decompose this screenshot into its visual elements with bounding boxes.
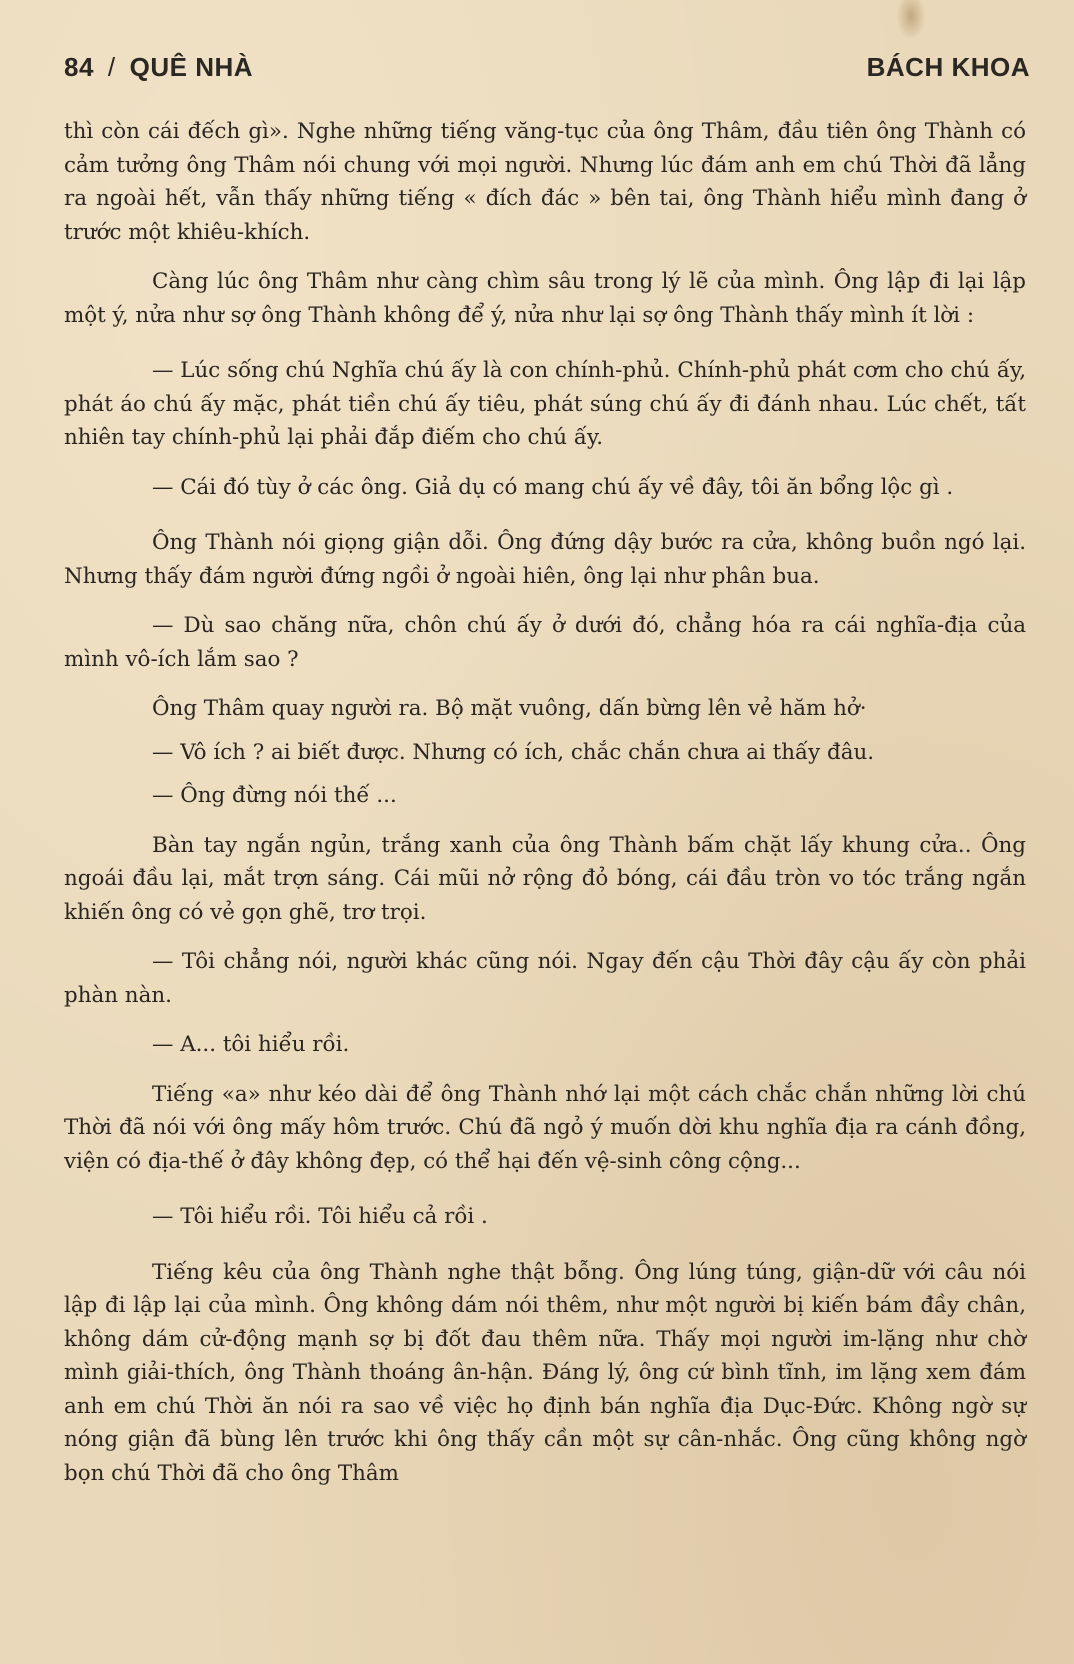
paragraph: Bàn tay ngắn ngủn, trắng xanh của ông Thành bấm chặt lấy khung cửa.. Ông ngoái đầu lại, mắt trợn sáng. Cái mũi nở rộng đỏ bóng, cái đầu tròn vo tóc trắng ngắn khiến ông có vẻ gọn ghẽ, trơ trọi.	[64, 832, 1026, 925]
dialogue-line: — Tôi chẳng nói, người khác cũng nói. Ngay đến cậu Thời đây cậu ấy còn phải phàn nàn.	[64, 949, 1026, 1008]
dialogue-line: — Ông đừng nói thế ...	[152, 783, 397, 808]
section-title: QUÊ NHÀ	[129, 52, 254, 82]
dialogue-line: — Tôi hiểu rồi. Tôi hiểu cả rồi .	[152, 1204, 488, 1229]
dialogue-line: — Dù sao chăng nữa, chôn chú ấy ở dưới đó, chẳng hóa ra cái nghĩa-địa của mình vô-ích lắm sao ?	[64, 613, 1026, 672]
paragraph: Tiếng kêu của ông Thành nghe thật bỗng. Ông lúng túng, giận-dữ với câu nói lập đi lập lại của mình. Ông không dám nói thêm, như một người bị kiến bám đầy chân, không dám cử-động mạnh sợ bị đốt đau thêm nữa. Thấy mọi người im-lặng như chờ mình giải-thích, ông Thành thoáng ân-hận. Đáng lý, ông cứ bình tĩnh, im lặng xem đám anh em chú Thời ăn nói ra sao về việc họ định bán nghĩa địa Dục-Đức. Không ngờ sự nóng giận đã bùng lên trước khi ông thấy cần một sự cân-nhắc. Ông cũng không ngờ bọn chú Thời đã cho ông Thâm	[64, 1259, 1026, 1486]
page-body	[64, 115, 1026, 1490]
page-number: 84	[64, 52, 94, 82]
paragraph: Tiếng «a» như kéo dài để ông Thành nhớ lại một cách chắc chắn những lời chú Thời đã nói với ông mấy hôm trước. Chú đã ngỏ ý muốn dời khu nghĩa địa ra cánh đồng, viện có địa-thế ở đây không đẹp, có thể hại đến vệ-sinh công cộng...	[64, 1081, 1026, 1174]
paper-stain	[896, 0, 926, 40]
dialogue-line: — Cái đó tùy ở các ông. Giả dụ có mang chú ấy về đây, tôi ăn bổng lộc gì .	[152, 474, 954, 500]
publication-title: BÁCH KHOA	[866, 52, 1030, 82]
dialogue-line: — Vô ích ? ai biết được. Nhưng có ích, chắc chắn chưa ai thấy đâu.	[152, 739, 875, 765]
header-left	[64, 52, 253, 83]
paragraph: Ông Thành nói giọng giận dỗi. Ông đứng dậy bước ra cửa, không buồn ngó lại. Nhưng thấy đám người đứng ngồi ở ngoài hiên, ông lại như phân bua.	[64, 530, 1026, 589]
paragraph: thì còn cái đếch gì». Nghe những tiếng văng-tục của ông Thâm, đầu tiên ông Thành có cảm tưởng ông Thâm nói chung với mọi người. Nhưng lúc đám anh em chú Thời đã lẳng ra ngoài hết, vẫn thấy những tiếng « đích đác » bên tai, ông Thành hiểu mình đang ở trước một khiêu-khích.	[64, 119, 1026, 245]
dialogue-line: — Lúc sống chú Nghĩa chú ấy là con chính-phủ. Chính-phủ phát cơm cho chú ấy, phát áo chú ấy mặc, phát tiền chú ấy tiêu, phát súng chú ấy đi đánh nhau. Lúc chết, tất nhiên tay chính-phủ lại phải đắp điếm cho chú ấy.	[64, 358, 1026, 450]
paragraph: Ông Thâm quay người ra. Bộ mặt vuông, dấn bừng lên vẻ hăm hở·	[152, 696, 867, 721]
running-header	[64, 52, 1030, 92]
dialogue-line: — A... tôi hiểu rồi.	[152, 1032, 350, 1057]
header-separator: /	[107, 52, 116, 82]
paragraph: Càng lúc ông Thâm như càng chìm sâu trong lý lẽ của mình. Ông lập đi lại lập một ý, nửa như sợ ông Thành không để ý, nửa như lại sợ ông Thành thấy mình ít lời :	[64, 269, 1026, 328]
